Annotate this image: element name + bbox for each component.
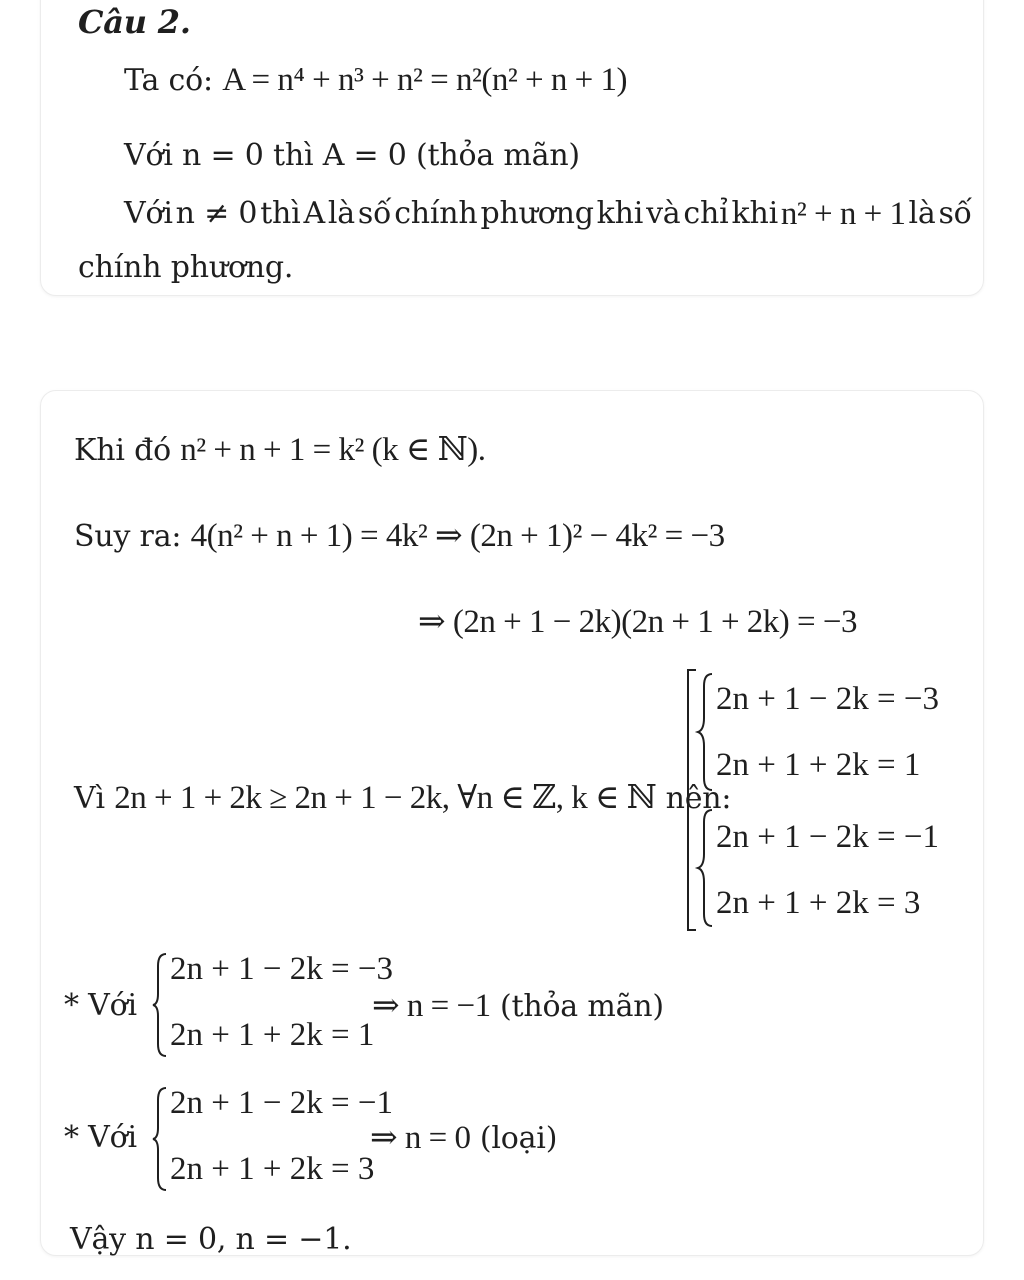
nen-suffix: nên: <box>656 781 732 816</box>
curly-brace <box>153 1088 166 1190</box>
math-expression: n² + n + 1 <box>780 196 906 232</box>
vi-prefix: Vì <box>74 781 115 816</box>
case-n-zero-line: Với n = 0 thì A = 0 (thỏa mãn) <box>124 138 580 173</box>
case2-note: (loại) <box>479 1121 558 1156</box>
question-title: Câu 2. <box>78 3 191 41</box>
case1-brace <box>150 950 170 1060</box>
case1-note: (thỏa mãn) <box>499 989 664 1024</box>
k-squared-expression: n² + n + 1 = k² (k ∈ ℕ). <box>180 432 486 468</box>
condition-line-end: chính phương. <box>78 250 294 285</box>
case1-result: ⇒ n = −1 <box>372 988 491 1024</box>
case1-result-line <box>372 988 664 1025</box>
math-n-not-zero: n ≠ 0 <box>175 196 258 231</box>
word: là <box>908 196 936 231</box>
case2-brace <box>150 1084 170 1194</box>
word: số <box>357 196 392 231</box>
factorization-expression: A = n⁴ + n³ + n² = n²(n² + n + 1) <box>222 62 627 98</box>
word: là <box>327 196 355 231</box>
product-line: ⇒ (2n + 1 − 2k)(2n + 1 + 2k) = −3 <box>418 604 858 640</box>
curly-brace-bottom <box>698 810 712 926</box>
word: chính <box>394 196 478 231</box>
case2-equation-2: 2n + 1 + 2k = 3 <box>170 1151 375 1187</box>
word: Với <box>124 196 173 231</box>
curly-brace-top <box>698 674 712 790</box>
inequality-expression: 2n + 1 + 2k ≥ 2n + 1 − 2k, ∀n ∈ ℤ, k ∈ ℕ <box>114 780 657 816</box>
curly-brace <box>153 954 166 1056</box>
word: chỉ <box>683 196 729 231</box>
deduce-expression: 4(n² + n + 1) = 4k² ⇒ (2n + 1)² − 4k² = −3 <box>190 518 725 554</box>
case2-label: * Với <box>64 1120 137 1155</box>
conclusion-line: Vậy n = 0, n = −1. <box>70 1222 352 1257</box>
case-equation: 2n + 1 − 2k = −1 <box>716 819 939 855</box>
word: A <box>303 196 325 231</box>
factorization-prefix: Ta có: <box>124 63 223 98</box>
condition-line <box>124 196 972 232</box>
word: số <box>938 196 972 231</box>
case1-equation-2: 2n + 1 + 2k = 1 <box>170 1017 375 1053</box>
case2-result-line <box>370 1120 557 1157</box>
word: phương <box>480 196 594 231</box>
case-equation: 2n + 1 + 2k = 3 <box>716 885 921 921</box>
word: khi <box>731 196 778 231</box>
case-equation: 2n + 1 − 2k = −3 <box>716 681 939 717</box>
suy-ra-prefix: Suy ra: <box>74 519 191 554</box>
set-equal-k-squared-line <box>74 432 485 469</box>
case2-equation-1: 2n + 1 − 2k = −1 <box>170 1085 393 1121</box>
case2-result: ⇒ n = 0 <box>370 1120 471 1156</box>
deduce-line <box>74 518 725 555</box>
case1-label: * Với <box>64 988 137 1023</box>
word: khi <box>596 196 644 231</box>
khi-do-prefix: Khi đó <box>74 433 181 468</box>
square-bracket <box>688 670 696 930</box>
case1-equation-1: 2n + 1 − 2k = −3 <box>170 951 393 987</box>
word: thì <box>260 196 301 231</box>
since-line <box>74 780 731 817</box>
word: và <box>646 196 681 231</box>
factorization-line <box>124 62 627 99</box>
case-equation: 2n + 1 + 2k = 1 <box>716 747 921 783</box>
